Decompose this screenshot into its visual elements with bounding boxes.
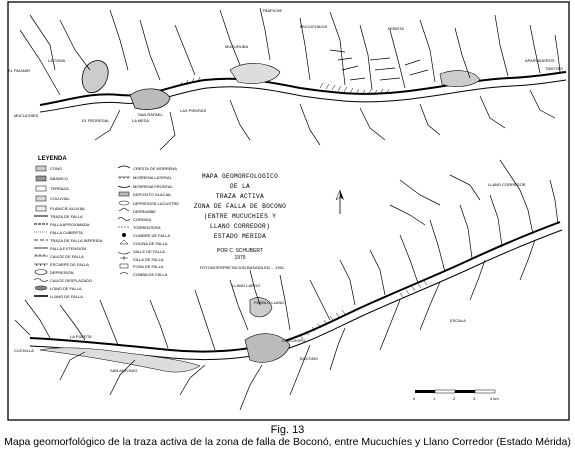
legend-item: FALLA EXTENSION bbox=[50, 246, 87, 251]
place-label: APARTADEROS bbox=[525, 58, 555, 63]
map-title-line: DE LA bbox=[229, 183, 251, 190]
legend-item: COLUVIAL bbox=[50, 196, 70, 201]
legend-item: DEPOSITO GLACIAL bbox=[133, 192, 172, 197]
legend-heading: LEYENDA bbox=[38, 156, 67, 162]
place-label: SAN ANTONIO bbox=[110, 368, 138, 373]
legend-item: SILLA DE FALLA bbox=[133, 257, 164, 262]
place-label: LA MESA bbox=[132, 118, 150, 123]
place-label: LAS PIEDRAS bbox=[180, 108, 207, 113]
map-title-line: (ENTRE MUCUCHIES Y bbox=[203, 213, 277, 220]
scale-tick: 2 bbox=[453, 396, 456, 401]
legend-item: DERRUMBE bbox=[133, 209, 156, 214]
place-label: LA TOMA bbox=[48, 58, 66, 63]
north-arrow-icon bbox=[336, 190, 344, 214]
scale-tick: 1 bbox=[433, 396, 436, 401]
place-label: MUCUCHIES bbox=[14, 113, 39, 118]
map-title-line: LLANO CORREDOR) bbox=[209, 223, 271, 230]
place-label: BOCONO bbox=[300, 356, 318, 361]
legend-item: FOSA DE FALLA bbox=[133, 264, 164, 269]
place-label: MUCURUBA bbox=[225, 44, 249, 49]
map-author: POR C. SCHUBERT bbox=[216, 248, 264, 254]
legend-item: CAUCE DE FALLA bbox=[50, 254, 84, 259]
place-label: PUEBLO LLANO bbox=[254, 300, 285, 305]
figure-caption: Mapa geomorfológico de la traza activa de la zona de falla de Boconó, entre Mucuchíes y Llano Corredor (Estado Mérida) bbox=[4, 436, 571, 448]
legend-item: CUMBRE DE FALLA bbox=[133, 233, 171, 238]
legend-item: COMBA DE FALLA bbox=[133, 272, 168, 277]
legend-item: TERRAZA bbox=[50, 186, 69, 191]
legend-item: MORRENA LATERAL bbox=[133, 175, 172, 180]
legend-item: CORNISA bbox=[133, 217, 152, 222]
legend-item: VALLE DE FALLA bbox=[133, 249, 165, 254]
place-label: MUCUCHACHI bbox=[300, 24, 328, 29]
map-title-line: TRAZA ACTIVA bbox=[215, 193, 265, 200]
legend-item: TORRENTERA bbox=[133, 225, 161, 230]
legend-item: DEPRESION LACUSTRE bbox=[133, 201, 180, 206]
place-label: EL PALMAR bbox=[8, 68, 31, 73]
scale-tick: 3 bbox=[473, 396, 476, 401]
southern-valley bbox=[30, 222, 562, 372]
map-title-line: ESTADO MERIDA bbox=[213, 233, 267, 240]
place-label: EL PEDREGAL bbox=[82, 118, 110, 123]
legend-item: ABANICO bbox=[50, 176, 69, 181]
legend-item: TRAZA DE FALLA bbox=[50, 214, 83, 219]
place-label: CHACHOPO bbox=[282, 338, 306, 343]
map-title-line: MAPA GEOMORFOLOGICO bbox=[201, 173, 279, 180]
place-label: LLANO LARGO bbox=[232, 283, 261, 288]
place-label: SAN RAFAEL bbox=[138, 112, 163, 117]
place-label: TIMOTES bbox=[545, 66, 563, 71]
scale-bar bbox=[413, 318, 499, 401]
place-label: MISINTA bbox=[388, 26, 404, 31]
legend-item: PLANICIE ALUVIAL bbox=[50, 206, 86, 211]
legend-item: LLANO DE FALLA bbox=[50, 294, 83, 299]
figure-number: Fig. 13 bbox=[270, 424, 305, 436]
legend-item: COLINA DE FALLA bbox=[133, 241, 168, 246]
northern-valley bbox=[40, 61, 566, 112]
figure-caption-block bbox=[0, 424, 575, 449]
drainage-south bbox=[15, 160, 558, 410]
legend-item: CONO bbox=[50, 166, 62, 171]
place-label: TRAPICHE bbox=[262, 8, 283, 13]
legend-item: MORRENA FRONTAL bbox=[133, 184, 173, 189]
place-label: LA PUERTA bbox=[70, 334, 92, 339]
legend-item: CRESTA DE MORRENA bbox=[133, 166, 177, 171]
legend-item: FALLA APROXIMADA bbox=[50, 222, 90, 227]
place-label: CUCHILLA bbox=[14, 348, 34, 353]
map-base-note: FOTOINTERPRETACION BASADA EN ... 1951 bbox=[199, 265, 285, 270]
legend-item: LOMO DE FALLA bbox=[50, 286, 82, 291]
scale-tick: 4 km bbox=[490, 396, 499, 401]
legend-item: FALLA CUBIERTA bbox=[50, 230, 83, 235]
legend-item: CAUCE DESPLAZADO bbox=[50, 278, 93, 283]
map-year: 1975 bbox=[234, 255, 246, 261]
map-title-block bbox=[194, 173, 286, 270]
fault-scarps-south bbox=[300, 281, 427, 339]
legend-item: TRAZA DE FALLA INFERIDA bbox=[50, 238, 103, 243]
map-title-line: ZONA DE FALLA DE BOCONO bbox=[193, 203, 287, 210]
legend-item: DEPRESION bbox=[50, 270, 74, 275]
place-label: LLANO CORREDOR bbox=[488, 182, 526, 187]
legend bbox=[34, 156, 179, 299]
scale-label: ESCALA bbox=[450, 318, 466, 323]
legend-item: ESCARPE DE FALLA bbox=[50, 262, 89, 267]
scale-tick: 0 bbox=[413, 396, 416, 401]
